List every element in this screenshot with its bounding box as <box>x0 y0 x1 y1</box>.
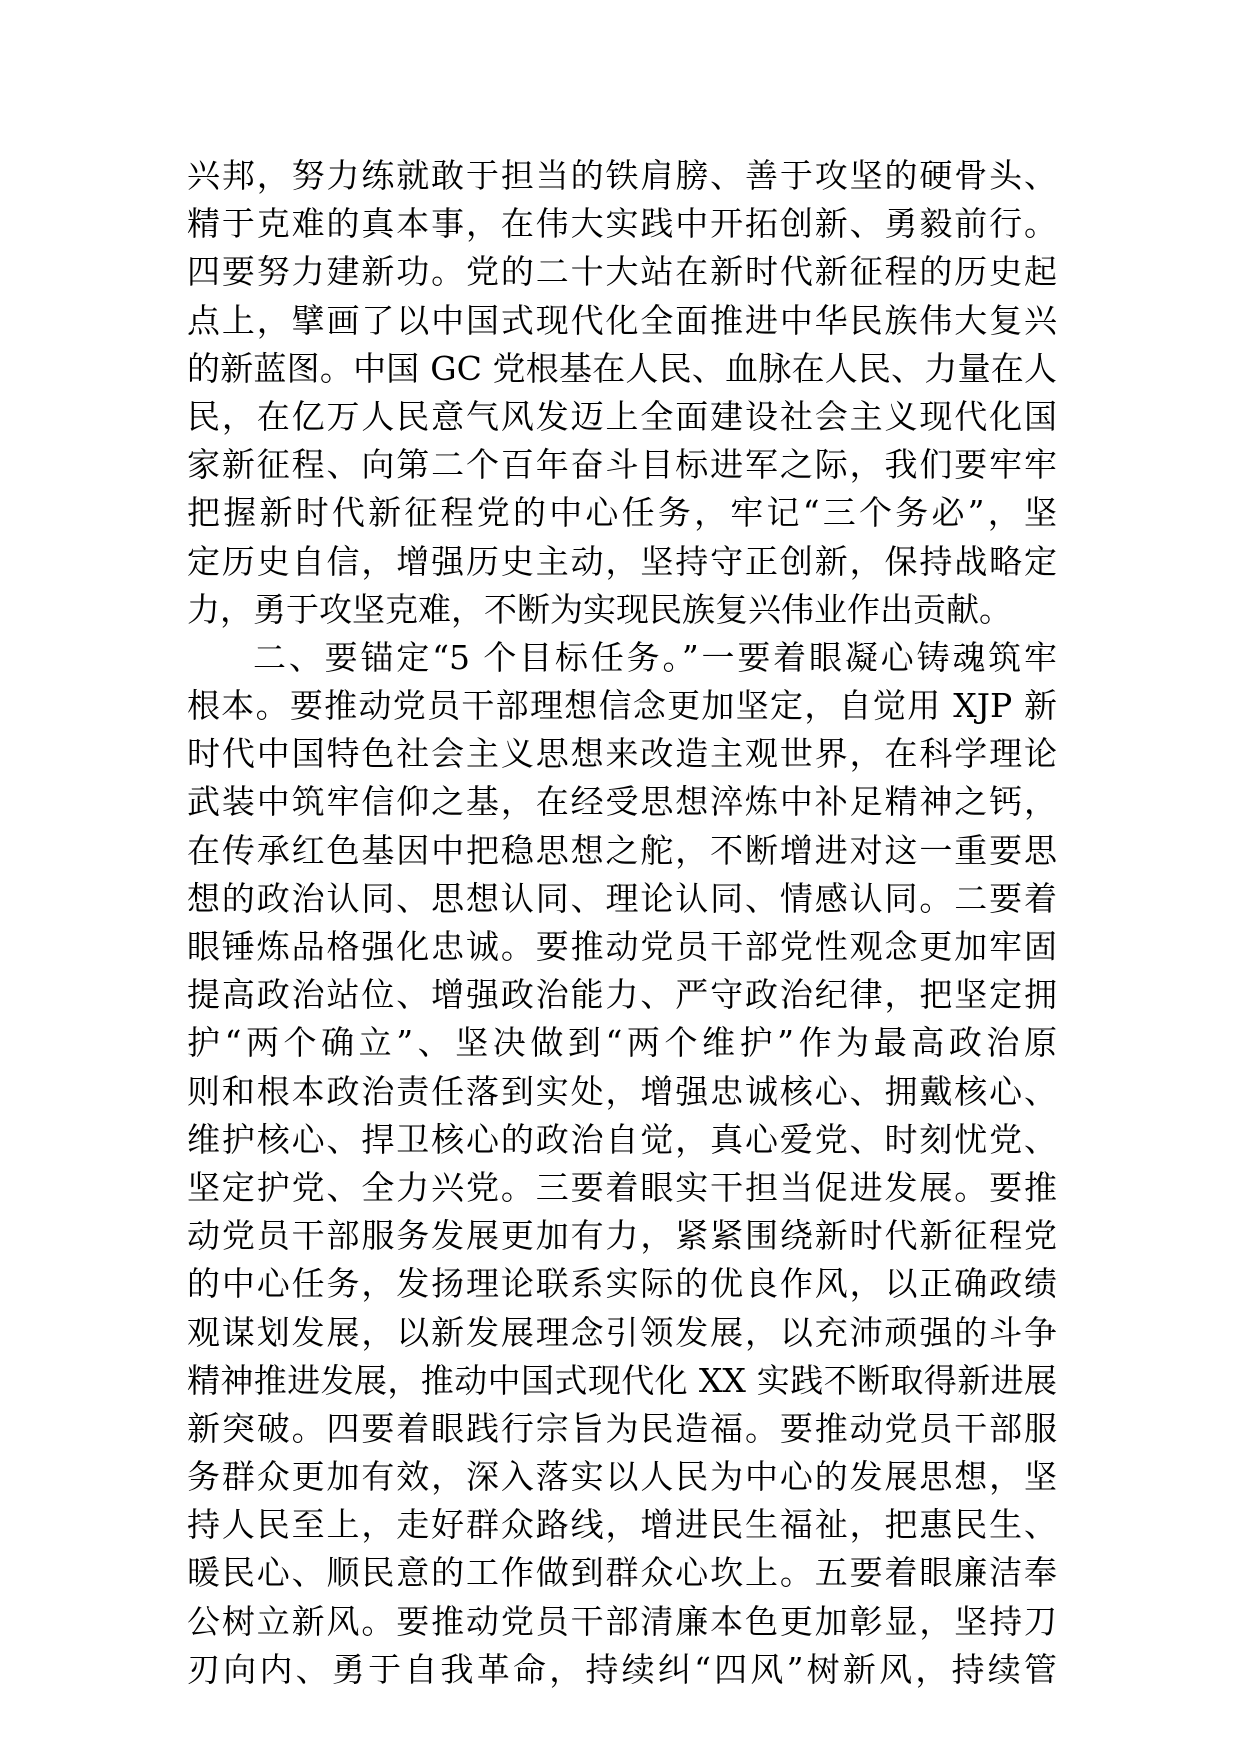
text-line: 持人民至上，走好群众路线，增进民生福祉，把惠民生、 <box>187 1505 1057 1545</box>
text-line: 维护核心、捍卫核心的政治自觉，真心爱党、时刻忧党、 <box>187 1119 1057 1159</box>
text-line: 根本。要推动党员干部理想信念更加坚定，自觉用 XJP 新 <box>187 686 1057 726</box>
body-text <box>187 152 1057 1694</box>
text-line: 时代中国特色社会主义思想来改造主观世界，在科学理论 <box>187 734 1057 774</box>
text-line: 兴邦，努力练就敢于担当的铁肩膀、善于攻坚的硬骨头、 <box>187 156 1057 195</box>
text-line: 护“两个确立”、坚决做到“两个维护”作为最高政治原 <box>187 1023 1057 1063</box>
text-line: 刃向内、勇于自我革命，持续纠“四风”树新风，持续管 <box>187 1649 1057 1689</box>
text-line: 新突破。四要着眼践行宗旨为民造福。要推动党员干部服 <box>187 1408 1057 1448</box>
text-line: 四要努力建新功。党的二十大站在新时代新征程的历史起 <box>187 252 1057 292</box>
text-line: 务群众更加有效，深入落实以人民为中心的发展思想，坚 <box>187 1457 1057 1497</box>
text-line: 则和根本政治责任落到实处，增强忠诚核心、拥戴核心、 <box>187 1071 1057 1111</box>
text-line: 观谋划发展，以新发展理念引领发展，以充沛顽强的斗争 <box>187 1312 1057 1352</box>
text-line: 力，勇于攻坚克难，不断为实现民族复兴伟业作出贡献。 <box>187 589 1012 629</box>
text-line: 提高政治站位、增强政治能力、严守政治纪律，把坚定拥 <box>187 975 1057 1015</box>
text-line: 的中心任务，发扬理论联系实际的优良作风，以正确政绩 <box>187 1264 1057 1304</box>
text-line: 武装中筑牢信仰之基，在经受思想淬炼中补足精神之钙， <box>187 782 1057 822</box>
text-line: 在传承红色基因中把稳思想之舵，不断增进对这一重要思 <box>187 830 1057 870</box>
text-line: 想的政治认同、思想认同、理论认同、情感认同。二要着 <box>187 878 1057 918</box>
text-line: 眼锤炼品格强化忠诚。要推动党员干部党性观念更加牢固 <box>187 927 1057 966</box>
text-line: 公树立新风。要推动党员干部清廉本色更加彰显，坚持刀 <box>187 1601 1057 1641</box>
text-line: 动党员干部服务发展更加有力，紧紧围绕新时代新征程党 <box>187 1216 1057 1256</box>
text-line: 把握新时代新征程党的中心任务，牢记“三个务必”，坚 <box>187 493 1057 533</box>
text-line: 坚定护党、全力兴党。三要着眼实干担当促进发展。要推 <box>187 1167 1057 1207</box>
text-line: 点上，擘画了以中国式现代化全面推进中华民族伟大复兴 <box>187 300 1057 340</box>
text-line: 定历史自信，增强历史主动，坚持守正创新，保持战略定 <box>187 541 1057 581</box>
text-line: 民，在亿万人民意气风发迈上全面建设社会主义现代化国 <box>187 396 1057 436</box>
text-line: 的新蓝图。中国 GC 党根基在人民、血脉在人民、力量在人 <box>187 348 1057 388</box>
text-line: 暖民心、顺民意的工作做到群众心坎上。五要着眼廉洁奉 <box>187 1553 1057 1593</box>
text-line: 精神推进发展，推动中国式现代化 XX 实践不断取得新进展 <box>187 1360 1057 1400</box>
section-heading-line: 二、要锚定“5 个目标任务。”一要着眼凝心铸魂筑牢 <box>253 637 1057 677</box>
text-line: 精于克难的真本事，在伟大实践中开拓创新、勇毅前行。 <box>187 204 1057 244</box>
text-line: 家新征程、向第二个百年奋斗目标进军之际，我们要牢牢 <box>187 445 1057 485</box>
